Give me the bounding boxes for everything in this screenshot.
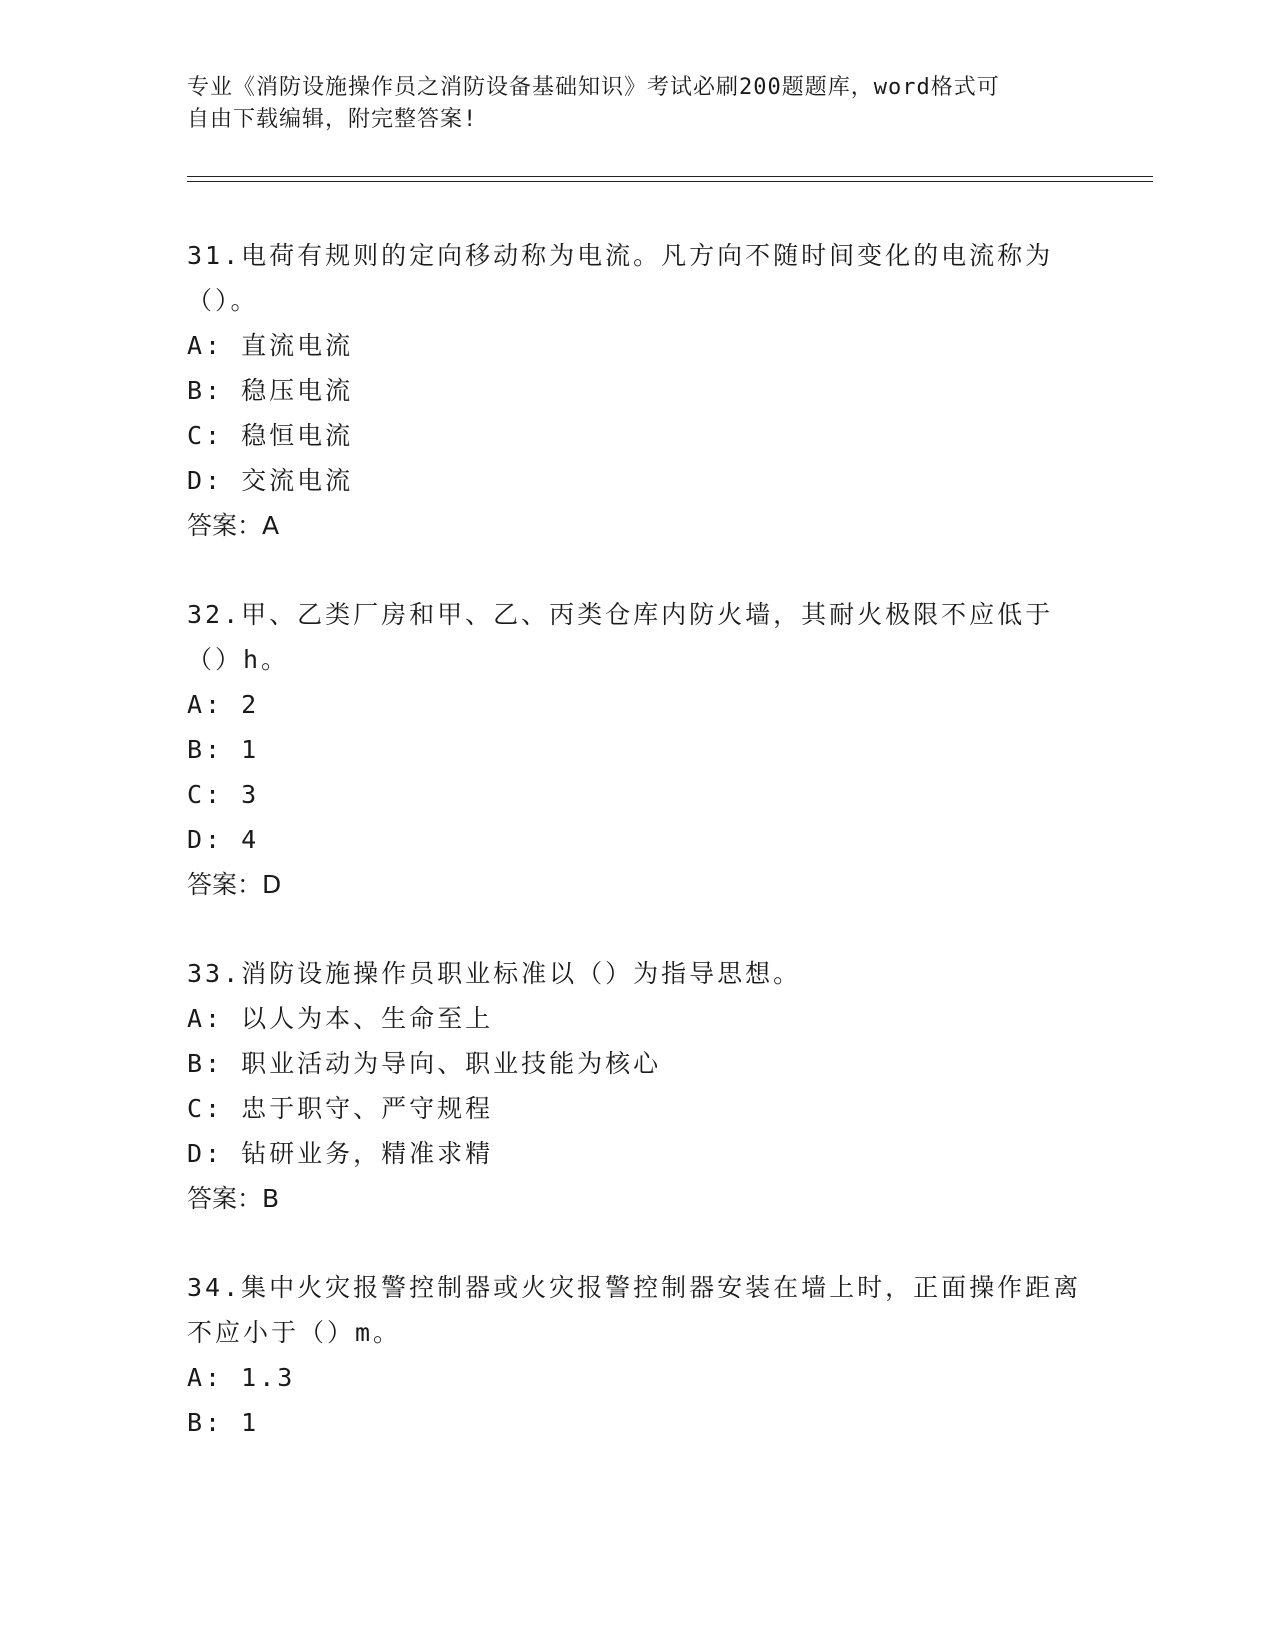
option-value: 钻研业务，精准求精 <box>241 1139 494 1168</box>
option-value: 忠于职守、严守规程 <box>241 1094 494 1123</box>
option-value: 1.3 <box>241 1363 296 1392</box>
option-label: B: <box>187 1049 224 1078</box>
option-value: 直流电流 <box>241 331 354 360</box>
option-label: B: <box>187 735 224 764</box>
option-b <box>187 1400 1087 1445</box>
option-value: 3 <box>241 780 260 809</box>
option-value: 职业活动为导向、职业技能为核心 <box>241 1049 662 1078</box>
question-34 <box>187 1265 1087 1445</box>
option-c <box>187 413 1087 458</box>
option-value: 稳恒电流 <box>241 421 354 450</box>
option-label: D: <box>187 825 224 854</box>
option-value: 1 <box>241 735 260 764</box>
option-label: D: <box>187 466 224 495</box>
option-a <box>187 996 1087 1041</box>
option-a <box>187 1355 1087 1400</box>
option-label: A: <box>187 690 224 719</box>
question-text: 31.电荷有规则的定向移动称为电流。凡方向不随时间变化的电流称为（）。 <box>187 241 1054 315</box>
option-label: C: <box>187 421 224 450</box>
header-divider-bottom <box>187 181 1153 182</box>
option-label: B: <box>187 376 224 405</box>
option-value: 4 <box>241 825 260 854</box>
option-value: 以人为本、生命至上 <box>241 1004 494 1033</box>
option-value: 1 <box>241 1408 260 1437</box>
question-text: 34.集中火灾报警控制器或火灾报警控制器安装在墙上时，正面操作距离不应小于（）m。 <box>187 1273 1082 1347</box>
option-a <box>187 323 1087 368</box>
option-label: C: <box>187 1094 224 1123</box>
option-b <box>187 727 1087 772</box>
option-d <box>187 458 1087 503</box>
option-d <box>187 817 1087 862</box>
option-c <box>187 772 1087 817</box>
option-label: B: <box>187 1408 224 1437</box>
question-text: 33.消防设施操作员职业标准以（）为指导思想。 <box>187 959 802 988</box>
question-31 <box>187 233 1087 548</box>
header-divider-top <box>187 176 1153 177</box>
option-b <box>187 368 1087 413</box>
answer-line: 答案：B <box>187 1184 280 1213</box>
option-d <box>187 1131 1087 1176</box>
option-b <box>187 1041 1087 1086</box>
question-text: 32.甲、乙类厂房和甲、乙、丙类仓库内防火墙，其耐火极限不应低于（）h。 <box>187 600 1054 674</box>
option-label: A: <box>187 1004 224 1033</box>
option-value: 2 <box>241 690 260 719</box>
header-line-1: 专业《消防设施操作员之消防设备基础知识》考试必刷200题题库，word格式可 <box>187 75 1000 100</box>
header-line-2: 自由下载编辑，附完整答案! <box>187 107 478 132</box>
question-32 <box>187 592 1087 907</box>
document-header <box>187 72 1087 136</box>
answer-line: 答案：A <box>187 511 280 540</box>
option-value: 交流电流 <box>241 466 354 495</box>
answer-line: 答案：D <box>187 870 282 899</box>
option-c <box>187 1086 1087 1131</box>
question-list <box>187 233 1087 1489</box>
option-a <box>187 682 1087 727</box>
option-label: A: <box>187 1363 224 1392</box>
option-label: A: <box>187 331 224 360</box>
option-label: D: <box>187 1139 224 1168</box>
option-label: C: <box>187 780 224 809</box>
option-value: 稳压电流 <box>241 376 354 405</box>
question-33 <box>187 951 1087 1221</box>
